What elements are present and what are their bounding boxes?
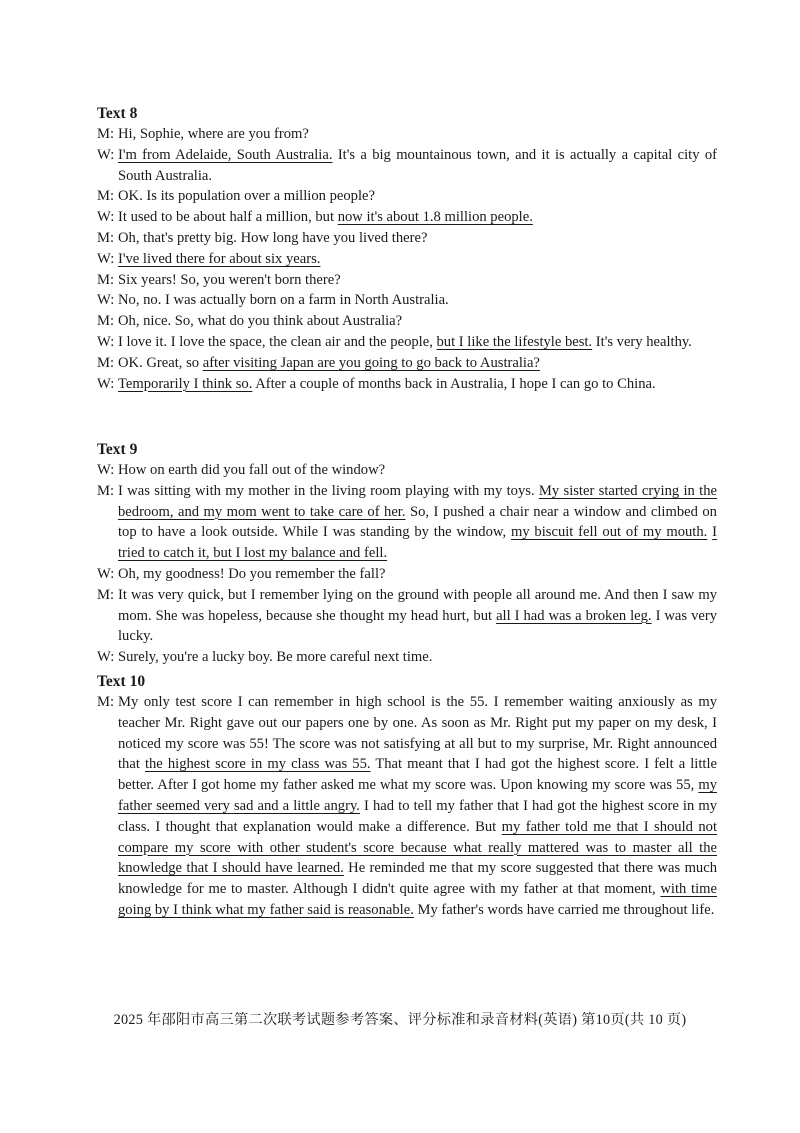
text-segment: I was sitting with my mother in the living room playing with my toys. — [118, 482, 539, 499]
turn-text — [97, 353, 717, 374]
text-segment: OK. Great, so — [118, 354, 203, 371]
text-segment: Oh, that's pretty big. How long have you lived there? — [118, 229, 428, 246]
answer-underline-segment: My sister started crying in the bedroom, and my mom went to take care of her. — [118, 482, 717, 520]
text-segment: So, I pushed a chair near a window and climbed on top to have a look outside. While I was standing by the window, — [118, 503, 717, 541]
answer-underline-segment: all I had was a broken leg. — [496, 607, 652, 624]
speaker-name: W — [97, 146, 111, 163]
speaker-label: M: — [97, 482, 115, 499]
speaker-name: W — [97, 333, 111, 350]
text-segment: I was very lucky. — [118, 607, 717, 645]
text-segment: It's a big mountainous town, and it is actually a capital city of South Australia. — [118, 146, 717, 184]
speaker-name: M — [97, 482, 110, 499]
text-segment: That meant that I had got the highest score. I felt a little better. After I got home my father asked me what my score was. Upon knowing my score was 55, — [118, 756, 717, 794]
answer-underline-segment: my father told me that I should not compare my score with other student's score because what really mattered was to master all the knowledge that I should have learned. — [118, 818, 718, 877]
speaker-label: M: — [97, 271, 115, 288]
turn-text — [97, 249, 717, 270]
text-segment: Surely, you're a lucky boy. Be more careful next time. — [118, 649, 433, 666]
answer-underline-segment: my father seemed very sad and a little angry. — [118, 777, 717, 814]
speaker-label: M: — [97, 229, 115, 246]
speaker-label: M: — [97, 188, 115, 205]
text-9-section — [97, 440, 717, 668]
speaker-name: W — [97, 209, 111, 226]
answer-underline-segment: I tried to catch it, but I lost my balance and fell. — [118, 524, 717, 562]
turn-text — [97, 270, 717, 291]
turn-text — [97, 374, 717, 395]
turn-text — [97, 207, 717, 228]
text-segment: No, no. I was actually born on a farm in North Australia. — [118, 292, 449, 309]
speaker-name: M — [97, 188, 110, 205]
speaker-label: W: — [97, 375, 115, 392]
speaker-label: W: — [97, 333, 115, 350]
speaker-name: M — [97, 313, 110, 330]
text-segment: It was very quick, but I remember lying on the ground with people all around me. And then I saw my mom. She was hopeless, because she thought my head hurt, but — [118, 586, 717, 624]
dialogue-turn — [97, 481, 717, 564]
dialogue-turn — [97, 460, 717, 481]
dialogue-turn — [97, 207, 717, 228]
text-segment: How on earth did you fall out of the window? — [118, 462, 386, 478]
speaker-label: M: — [97, 354, 115, 371]
text-segment: Oh, my goodness! Do you remember the fall? — [118, 565, 386, 582]
turn-text — [97, 460, 717, 481]
section-heading: Text 9 — [97, 441, 138, 458]
dialogue-turn — [97, 374, 717, 395]
speaker-name: M — [97, 126, 110, 142]
speaker-label: W: — [97, 292, 115, 309]
speaker-name: M — [97, 271, 110, 288]
text-segment: After a couple of months back in Australia, I hope I can go to China. — [252, 375, 656, 392]
dialogue-turn — [97, 270, 717, 291]
dialogue-turn — [97, 228, 717, 249]
section-heading: Text 10 — [97, 673, 146, 690]
answer-underline-segment: after visiting Japan are you going to go back to Australia? — [202, 354, 540, 371]
turn-text — [97, 228, 717, 249]
turn-text — [97, 311, 717, 332]
answer-underline-segment: my biscuit fell out of my mouth. — [510, 524, 708, 541]
speaker-label: W: — [97, 462, 115, 478]
turn-text — [97, 692, 717, 921]
dialogue-turn — [97, 249, 717, 270]
turn-text — [97, 290, 717, 311]
dialogue-turn — [97, 585, 717, 647]
speaker-label: W: — [97, 146, 115, 163]
turn-text — [97, 186, 717, 207]
text-segment: Six years! So, you weren't born there? — [118, 271, 341, 288]
speaker-name: W — [97, 292, 111, 309]
dialogue-turn — [97, 311, 717, 332]
text-segment: Hi, Sophie, where are you from? — [118, 126, 309, 142]
turn-text — [97, 647, 717, 668]
text-10-section — [97, 672, 717, 921]
turn-text — [97, 481, 717, 564]
speaker-name: W — [97, 649, 111, 666]
speaker-label: M: — [97, 126, 115, 142]
dialogue-turn — [97, 692, 717, 921]
text-segment: My only test score I can remember in high school is the 55. I remember waiting anxiously as my teacher Mr. Right gave out our papers one by one. As soon as Mr. Right put my paper on my desk, I noticed my score was 55! The score was not satisfying at all but to my surprise, Mr. Right announced that — [118, 694, 717, 773]
speaker-name: M — [97, 229, 110, 246]
answer-underline-segment: Temporarily I think so. — [118, 375, 253, 392]
speaker-label: W: — [97, 649, 115, 666]
speaker-label: M: — [97, 313, 115, 330]
turn-text — [97, 585, 717, 647]
text-segment: He reminded me that my score suggested that there was much knowledge for me to master. Although I didn't quite agree with my father at that moment, — [118, 860, 718, 898]
speaker-name: W — [97, 462, 111, 478]
dialogue-turn — [97, 564, 717, 585]
text-segment: It used to be about half a million, but — [118, 209, 338, 226]
turn-text — [97, 124, 717, 145]
answer-underline-segment: now it's about 1.8 million people. — [337, 209, 533, 226]
answer-underline-segment: I've lived there for about six years. — [118, 250, 321, 267]
dialogue-turn — [97, 186, 717, 207]
text-8-section — [97, 104, 717, 394]
speaker-label: W: — [97, 250, 115, 267]
section-heading: Text 8 — [97, 105, 138, 122]
speaker-label: M: — [97, 694, 115, 710]
speaker-name: M — [97, 586, 110, 603]
text-segment: It's very healthy. — [592, 333, 692, 350]
text-segment: I love it. I love the space, the clean air and the people, — [118, 333, 437, 350]
turn-text — [97, 145, 717, 187]
turn-text — [97, 564, 717, 585]
speaker-name: M — [97, 354, 110, 371]
speaker-label: W: — [97, 209, 115, 226]
dialogue-turn — [97, 647, 717, 668]
speaker-name: M — [97, 694, 110, 710]
dialogue-turn — [97, 124, 717, 145]
text-segment: OK. Is its population over a million people? — [118, 188, 375, 205]
text-segment: I had to tell my father that I had got the highest score in my class. I thought that explanation would make a difference. But — [118, 797, 717, 835]
answer-underline-segment: the highest score in my class was 55. — [144, 756, 371, 773]
page-footer: 2025 年邵阳市高三第二次联考试题参考答案、评分标准和录音材料(英语) 第10页(共 10 页) — [113, 1012, 687, 1028]
speaker-name: W — [97, 375, 111, 392]
dialogue-turn — [97, 332, 717, 353]
speaker-label: M: — [97, 586, 115, 603]
dialogue-turn — [97, 290, 717, 311]
answer-underline-segment: with time going by I think what my father said is reasonable. — [118, 881, 717, 918]
speaker-name: W — [97, 250, 111, 267]
text-segment: Oh, nice. So, what do you think about Australia? — [118, 313, 403, 330]
dialogue-turn — [97, 145, 717, 187]
speaker-name: W — [97, 565, 111, 582]
answer-underline-segment: I'm from Adelaide, South Australia. — [118, 146, 333, 163]
dialogue-turn — [97, 353, 717, 374]
turn-text — [97, 332, 717, 353]
speaker-label: W: — [97, 565, 115, 582]
text-segment: My father's words have carried me throughout life. — [413, 901, 715, 918]
answer-underline-segment: but I like the lifestyle best. — [436, 333, 593, 350]
